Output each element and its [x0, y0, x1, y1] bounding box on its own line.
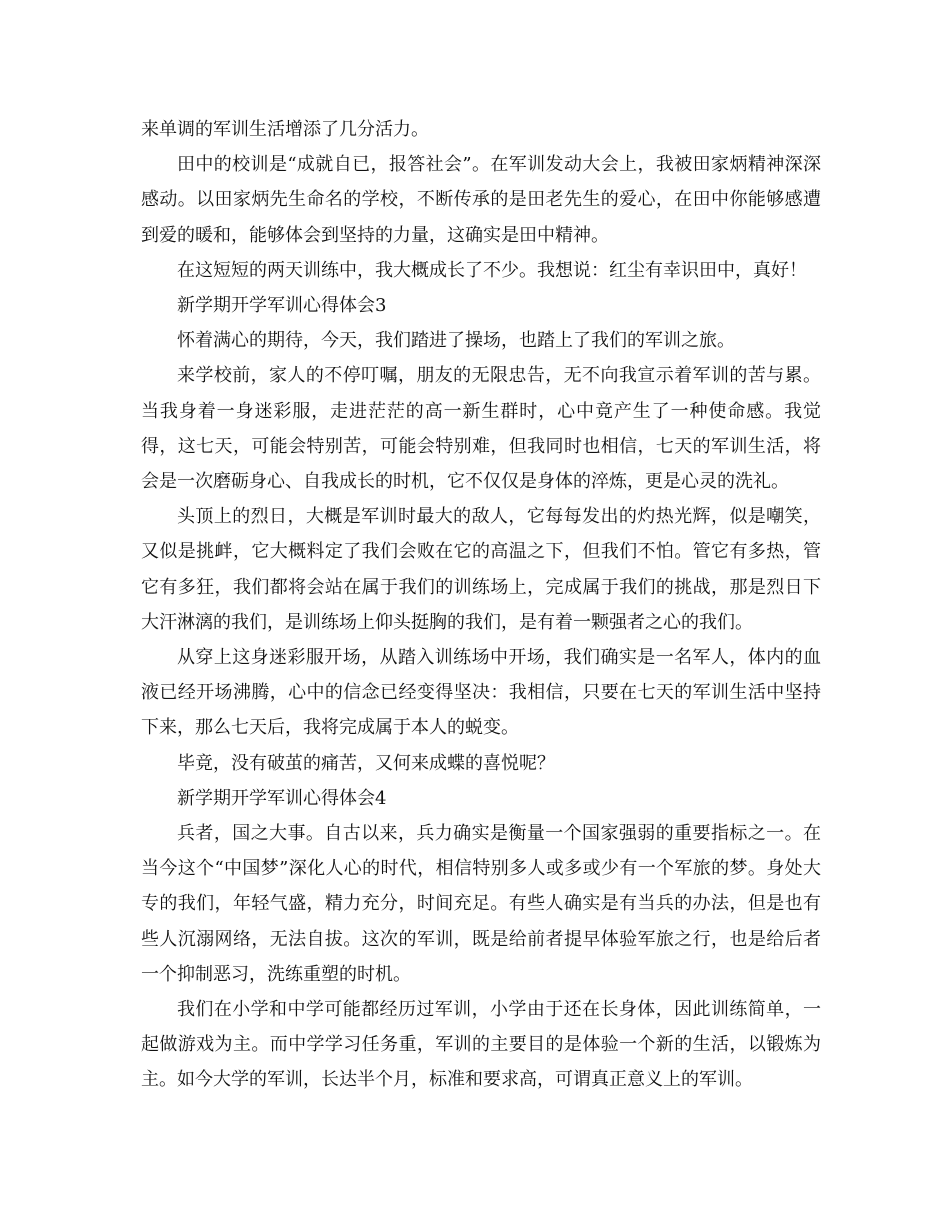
paragraph-military-affairs: 兵者，国之大事。自古以来，兵力确实是衡量一个国家强弱的重要指标之一。在当今这个“中国梦”深化人心的时代，相信特别多人或多或少有一个军旅的梦。身处大专的我们，年轻气盛，精力充分，时间充足。有些人确实是有当兵的办法，但是也有些人沉溺网络，无法自拔。这次的军训，既是给前者提早体验军旅之行，也是给后者一个抑制恶习，洗练重塑的时机。: [141, 823, 821, 985]
paragraph-expectation: 怀着满心的期待，今天，我们踏进了操场，也踏上了我们的军训之旅。: [177, 330, 735, 352]
paragraph-scorching-sun: 头顶上的烈日，大概是军训时最大的敌人，它每每发出的灼热光辉，似是嘲笑，又似是挑衅，它大概料定了我们会败在它的高温之下，但我们不怕。管它有多热，管它有多狂，我们都将会站在属于我们的训练场上，完成属于我们的挑战，那是烈日下大汗淋漓的我们，是训练场上仰头挺胸的我们，是有着一颗强者之心的我们。: [141, 506, 821, 633]
paragraph-continuation: 来单调的军训生活增添了几分活力。: [141, 119, 429, 140]
paragraph-growth: 在这短短的两天训练中，我大概成长了不少。我想说：红尘有幸识田中，真好！: [177, 259, 807, 281]
paragraph-soldier: 从穿上这身迷彩服开场，从踏入训练场中开场，我们确实是一名军人，体内的血液已经开场沸腾，心中的信念已经变得坚决：我相信，只要在七天的军训生活中坚持下来，那么七天后，我将完成属于本人的蜕变。: [141, 647, 821, 739]
section-heading-3: 新学期开学军训心得体会3: [177, 295, 387, 317]
paragraph-school-motto: 田中的校训是“成就自已，报答社会”。在军训发动大会上，我被田家炳精神深深感动。以田家炳先生命名的学校，不断传承的是田老先生的爱心，在田中你能够感遭到爱的暖和，能够体会到坚持的力量，这确实是田中精神。: [141, 154, 821, 246]
section-heading-4: 新学期开学军训心得体会4: [177, 787, 387, 809]
paragraph-past-training: 我们在小学和中学可能都经历过军训，小学由于还在长身体，因此训练简单，一起做游戏为主。而中学学习任务重，军训的主要目的是体验一个新的生活，以锻炼为主。如今大学的军训，长达半个月，标准和要求高，可谓真正意义上的军训。: [141, 999, 821, 1091]
document-body: [141, 112, 821, 1098]
paragraph-before-school: 来学校前，家人的不停叮嘱，朋友的无限忠告，无不向我宣示着军训的苦与累。当我身着一身迷彩服，走进茫茫的高一新生群时，心中竟产生了一种使命感。我觉得，这七天，可能会特别苦，可能会特别难，但我同时也相信，七天的军训生活，将会是一次磨砺身心、自我成长的时机，它不仅仅是身体的淬炼，更是心灵的洗礼。: [141, 365, 821, 493]
paragraph-butterfly: 毕竟，没有破茧的痛苦，又何来成蝶的喜悦呢？: [177, 752, 555, 774]
